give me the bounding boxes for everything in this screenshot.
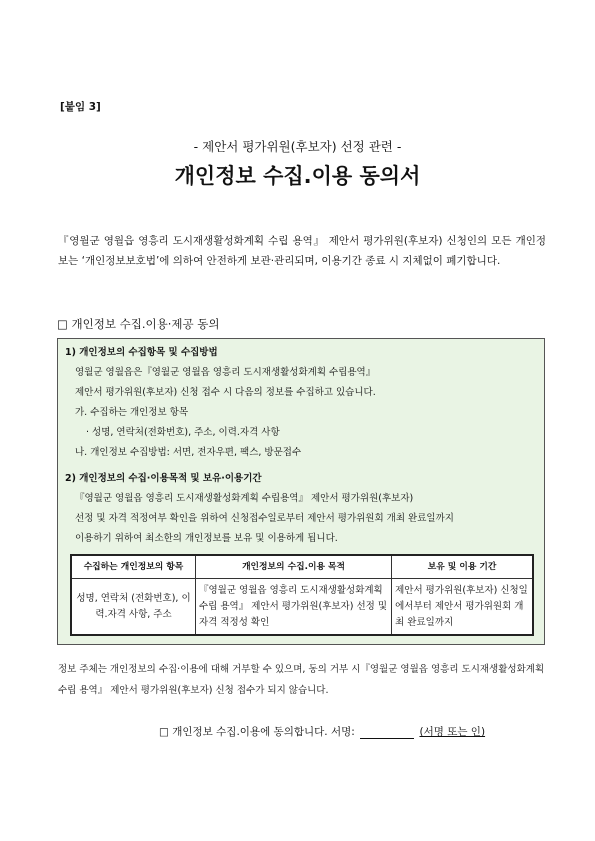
section-2-line-2: 선정 및 자격 적정여부 확인을 위하여 신청접수일로부터 제안서 평가위원회 개최 완료일까지: [75, 513, 454, 524]
document-subtitle: - 제안서 평가위원(후보자) 선정 관련 -: [193, 139, 402, 154]
section-1-item-b: 나. 개인정보 수집방법: 서면, 전자우편, 팩스, 방문접수: [75, 447, 302, 458]
intro-paragraph: 『영월군 영월읍 영흥리 도시재생활성화계획 수립 용역』 제안서 평가위원(후보자) 신청인의 모든 개인정보는 ‘개인정보보호법’에 의하여 안전하게 보관·관리되며, 이용기간 종료 시 지체없이 폐기합니다.: [58, 235, 546, 267]
table-header: 개인정보의 수집.이용 목적: [195, 555, 391, 579]
signature-hint: (서명 또는 인): [419, 726, 486, 738]
table-cell-period: 제안서 평가위원(후보자) 신청일에서부터 제안서 평가위원회 개최 완료일까지: [392, 579, 533, 636]
table-row: [71, 579, 533, 636]
section-1-line-1: 영월군 영월읍은『영월군 영월읍 영흥리 도시재생활성화계획 수립용역』: [75, 367, 376, 378]
signature-field[interactable]: [360, 726, 414, 739]
section-1-line-2: 제안서 평가위원(후보자) 신청 접수 시 다음의 정보를 수집하고 있습니다.: [75, 387, 376, 398]
section-2-title: 2) 개인정보의 수집·이용목적 및 보유·이용기간: [65, 473, 262, 484]
table-header-row: [71, 555, 533, 579]
document-title: 개인정보 수집.이용 동의서: [174, 164, 421, 188]
consent-details-box: [57, 338, 545, 645]
section-1-title: 1) 개인정보의 수집항목 및 수집방법: [65, 347, 218, 358]
attachment-label: [붙임 3]: [60, 101, 101, 113]
table-cell-purpose: 『영월군 영월읍 영흥리 도시재생활성화계획 수립 용역』 제안서 평가위원(후보자) 선정 및 자격 적정성 확인: [195, 579, 391, 636]
section-1-item-a: 가. 수집하는 개인정보 항목: [75, 407, 189, 418]
section-2-line-3: 이용하기 위하여 최소한의 개인정보를 보유 및 이용하게 됩니다.: [75, 533, 338, 544]
table-header: 수집하는 개인정보의 항목: [71, 555, 195, 579]
consent-text: □ 개인정보 수집.이용에 동의합니다. 서명:: [159, 726, 355, 738]
table-header: 보유 및 이용 기간: [392, 555, 533, 579]
personal-info-table: [70, 554, 534, 636]
section-1-item-a-detail: · 성명, 연락처(전화번호), 주소, 이력.자격 사항: [86, 427, 280, 438]
table-cell-items: 성명, 연락처 (전화번호), 이력.자격 사항, 주소: [71, 579, 195, 636]
section-2-line-1: 『영월군 영월읍 영흥리 도시재생활성화계획 수립용역』 제안서 평가위원(후보자): [75, 493, 414, 504]
consent-line: [159, 724, 485, 739]
refusal-notice: 정보 주체는 개인정보의 수집·이용에 대해 거부할 수 있으며, 동의 거부 시『영월군 영월읍 영흥리 도시재생활성화계획 수립 용역』 제안서 평가위원(후보자) 신청 접수가 되지 않습니다.: [58, 664, 545, 696]
consent-section-heading: □ 개인정보 수집.이용·제공 동의: [57, 317, 220, 331]
